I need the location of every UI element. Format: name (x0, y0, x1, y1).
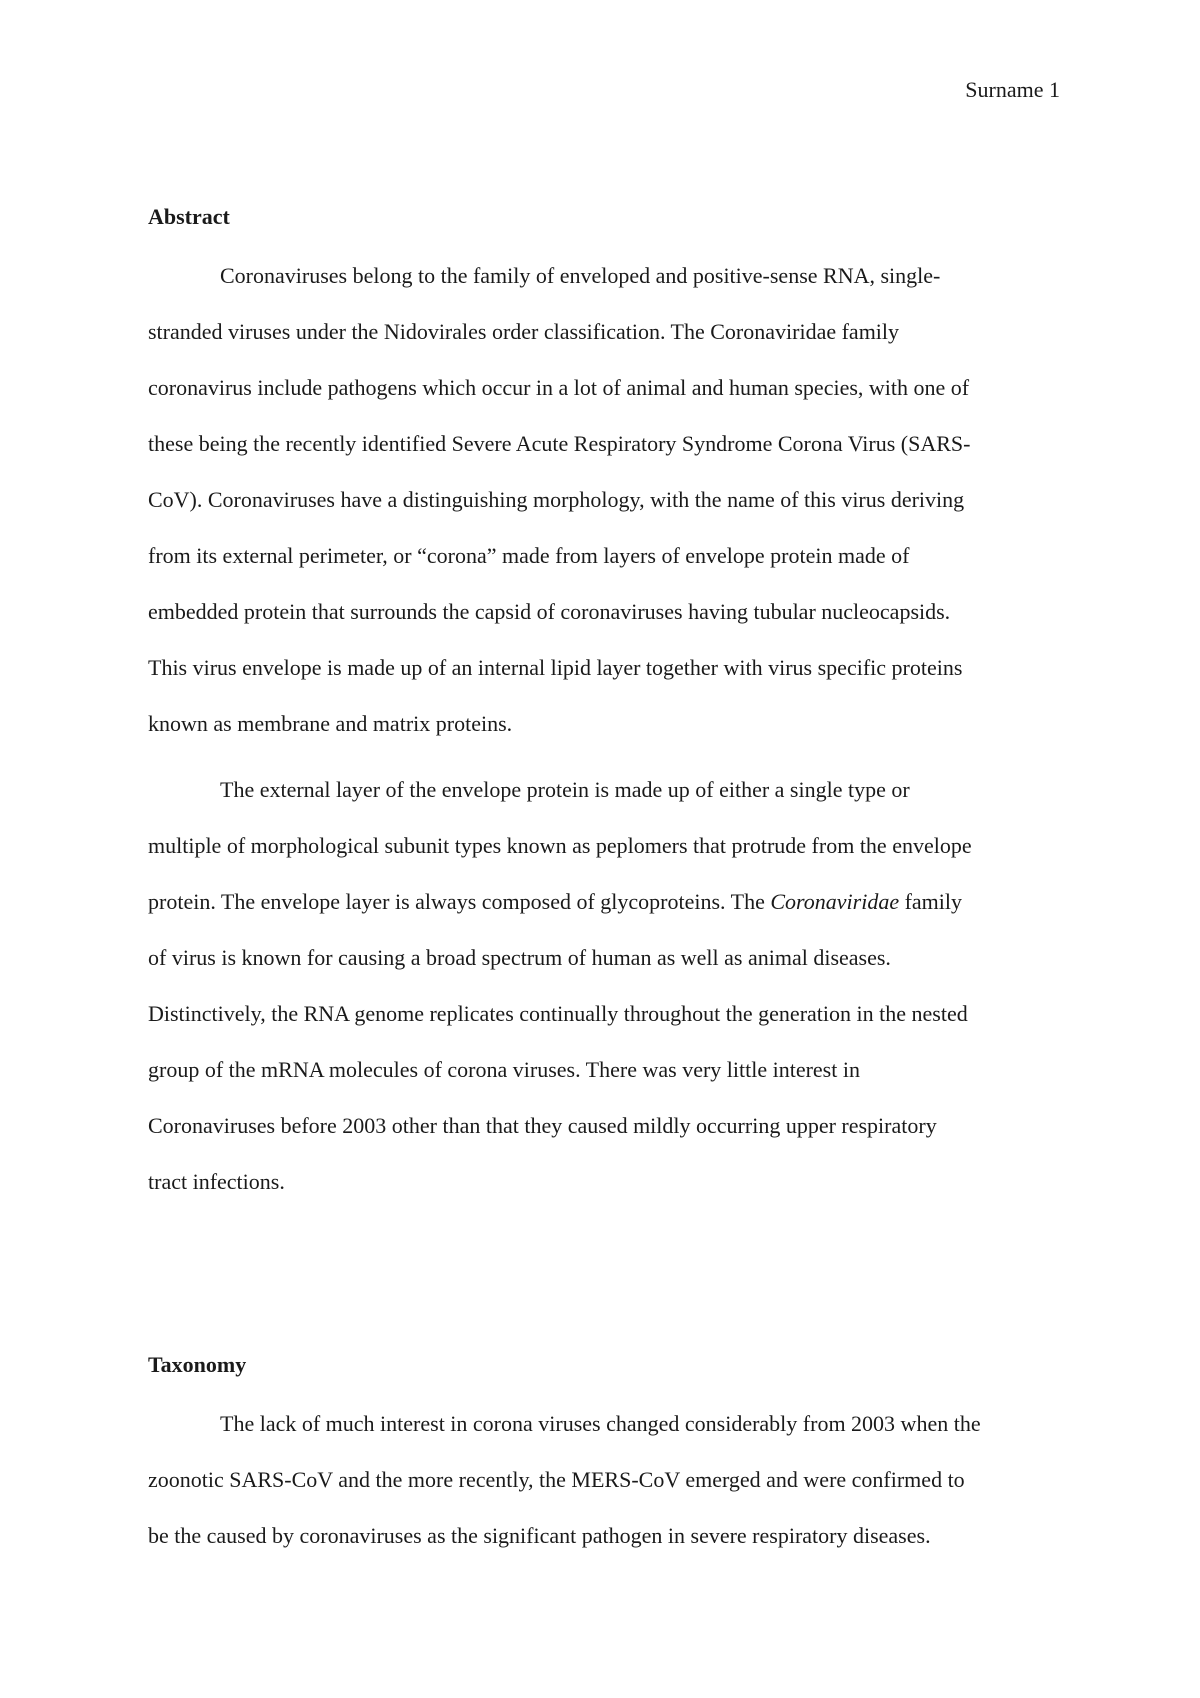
abstract-p2-line: multiple of morphological subunit types known as peplomers that protrude from the envelope (148, 833, 972, 858)
abstract-p1-line: coronavirus include pathogens which occur in a lot of animal and human species, with one of (148, 375, 970, 400)
abstract-p1-line: known as membrane and matrix proteins. (148, 711, 513, 736)
taxonomy-p1-line: be the caused by coronaviruses as the significant pathogen in severe respiratory diseases. (148, 1523, 931, 1548)
taxonomy-p1-line: zoonotic SARS-CoV and the more recently, the MERS-CoV emerged and were confirmed to (148, 1467, 965, 1492)
abstract-p1-line: CoV). Coronaviruses have a distinguishing morphology, with the name of this virus deriving (148, 487, 965, 512)
abstract-p1-line: these being the recently identified Severe Acute Respiratory Syndrome Corona Virus (SARS- (148, 431, 971, 456)
abstract-p2-line: tract infections. (148, 1169, 285, 1194)
abstract-p1-line: Coronaviruses belong to the family of enveloped and positive-sense RNA, single- (220, 263, 941, 288)
abstract-p2-line: Distinctively, the RNA genome replicates continually throughout the generation in the nested (148, 1001, 968, 1026)
abstract-p1-line: This virus envelope is made up of an internal lipid layer together with virus specific proteins (148, 655, 963, 680)
abstract-p2-line (148, 888, 962, 916)
taxonomy-p1-line: The lack of much interest in corona viruses changed considerably from 2003 when the (220, 1411, 981, 1436)
abstract-p2-line: Coronaviruses before 2003 other than that they caused mildly occurring upper respiratory (148, 1113, 937, 1138)
italic-term: Coronaviridae (770, 889, 900, 914)
abstract-heading: Abstract (148, 204, 230, 229)
abstract-p2-line: of virus is known for causing a broad spectrum of human as well as animal diseases. (148, 945, 891, 970)
running-head: Surname 1 (965, 77, 1060, 102)
abstract-p2-line: group of the mRNA molecules of corona viruses. There was very little interest in (148, 1057, 860, 1082)
abstract-p2-text: family (899, 889, 963, 914)
abstract-p1-line: stranded viruses under the Nidovirales order classification. The Coronaviridae family (148, 319, 900, 344)
abstract-p1-line: from its external perimeter, or “corona” made from layers of envelope protein made of (148, 543, 910, 568)
taxonomy-heading: Taxonomy (148, 1352, 247, 1377)
abstract-p2-line: The external layer of the envelope protein is made up of either a single type or (220, 777, 910, 802)
abstract-p1-line: embedded protein that surrounds the capsid of coronaviruses having tubular nucleocapsids. (148, 599, 951, 624)
abstract-p2-text: protein. The envelope layer is always composed of glycoproteins. The (148, 889, 771, 914)
